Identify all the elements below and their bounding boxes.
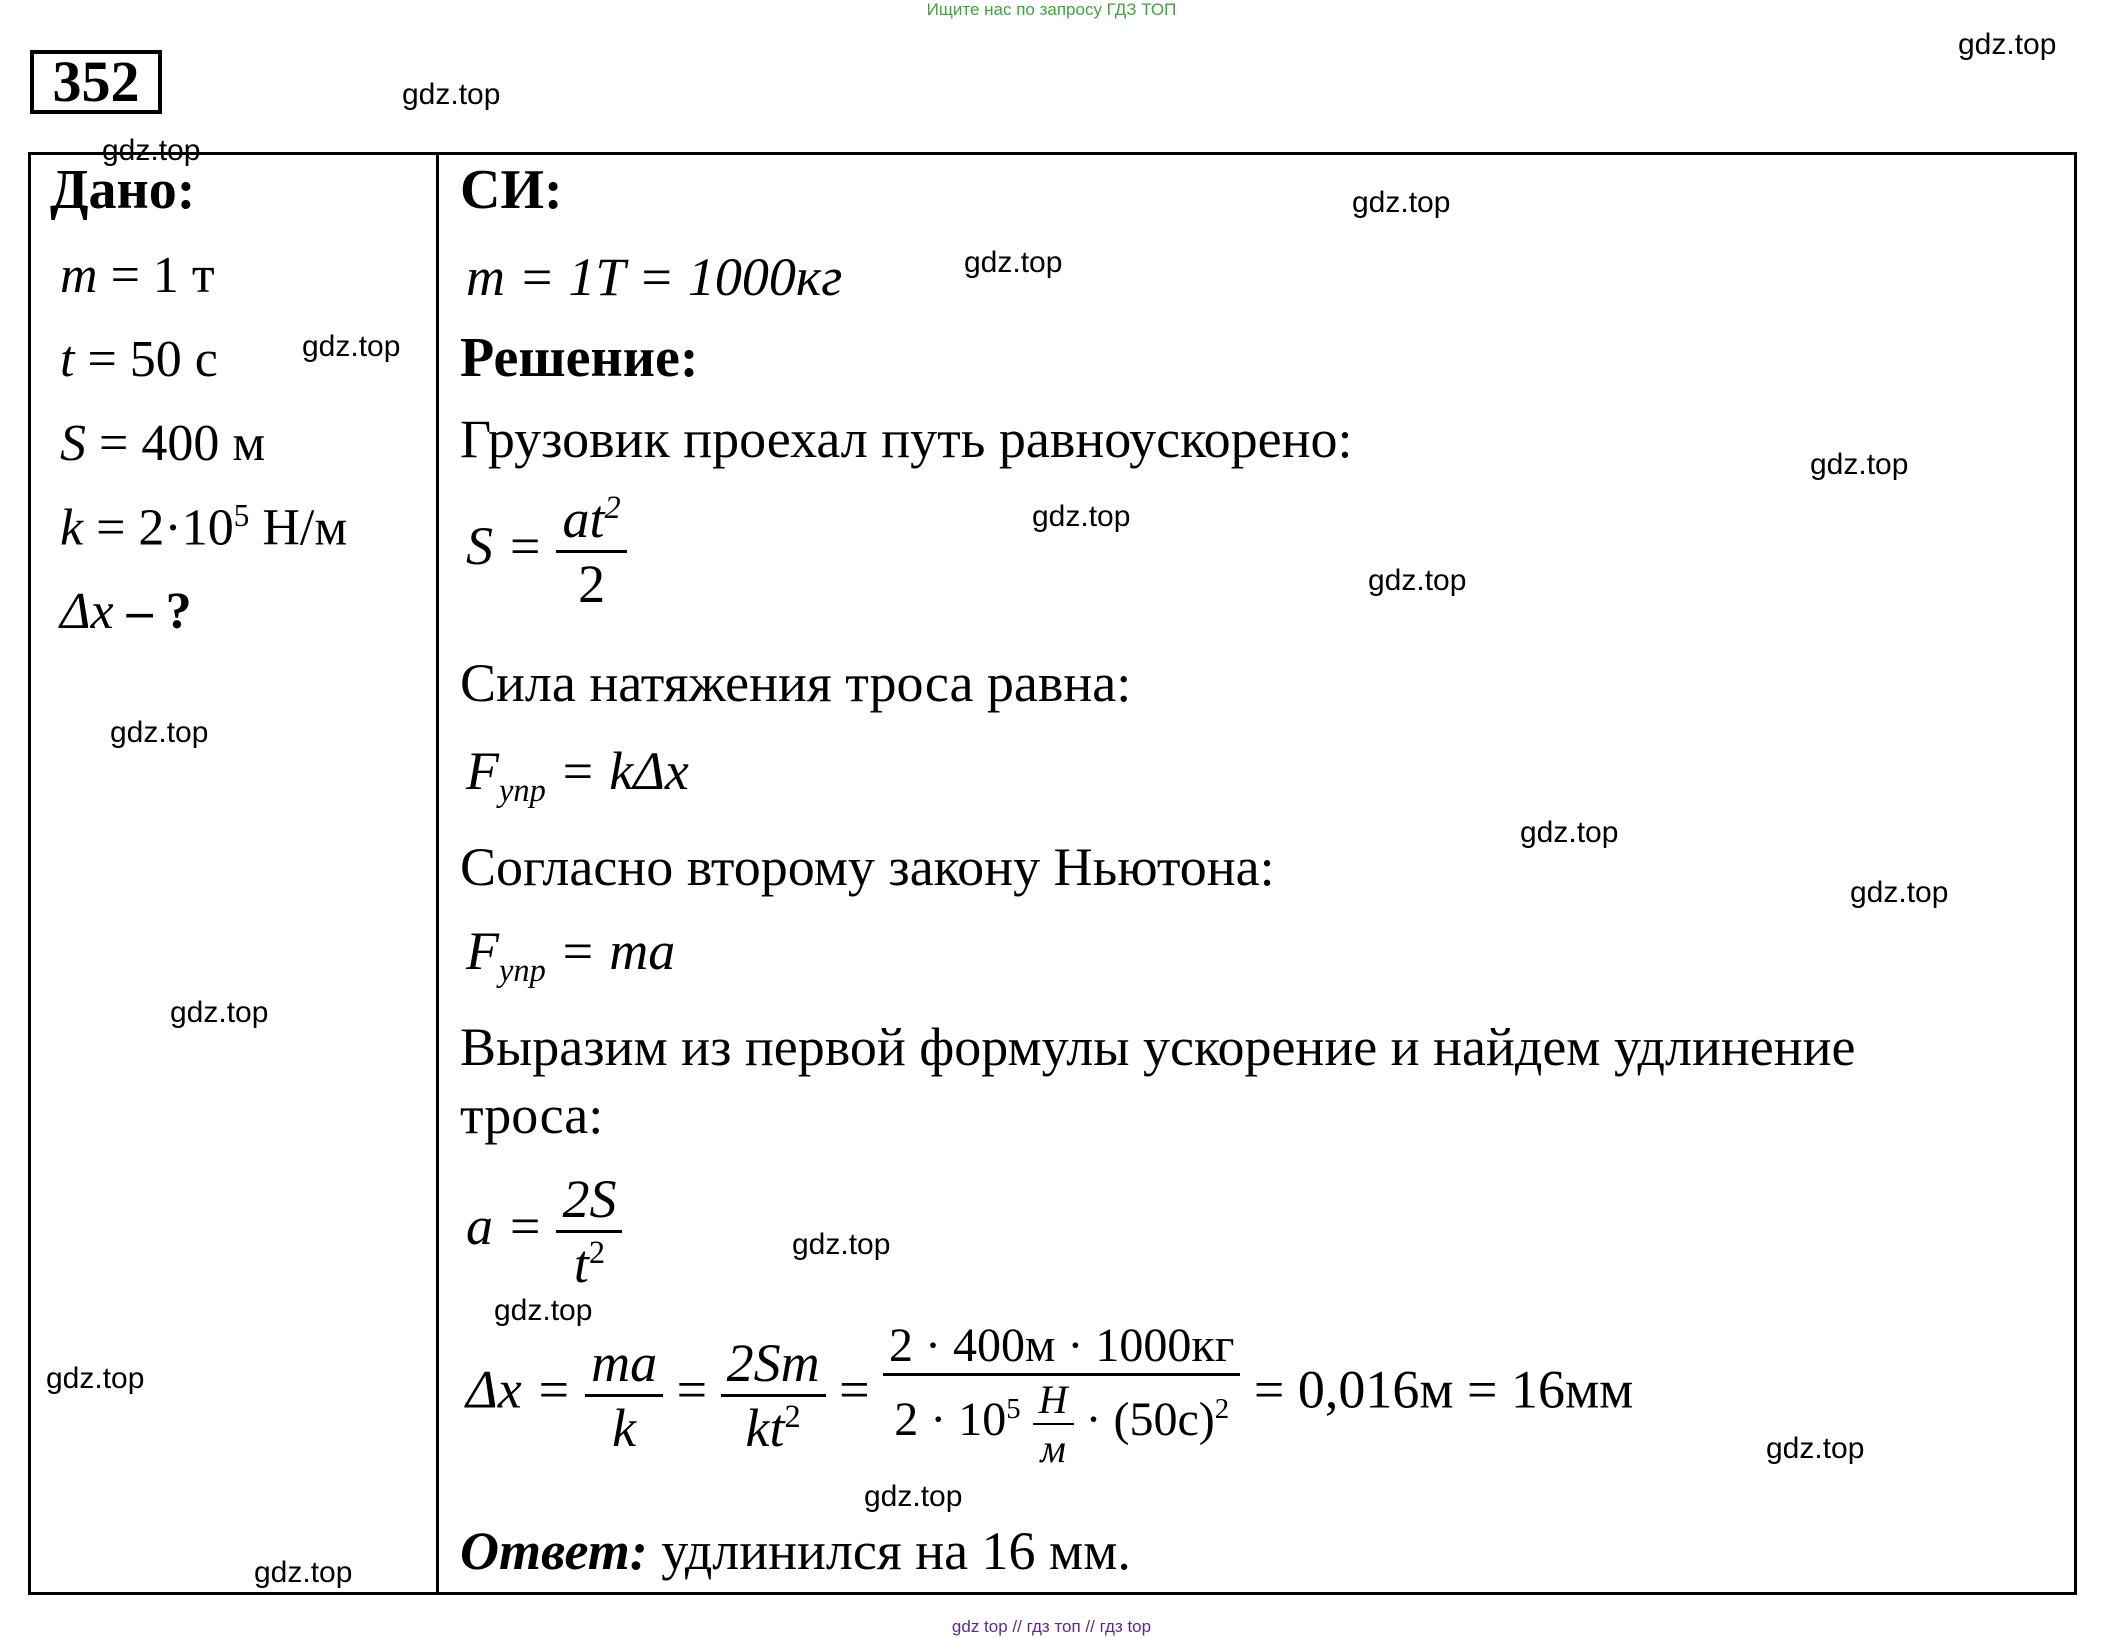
fraction-denominator <box>556 1233 622 1295</box>
si-line: m = 1T = 1000кг <box>466 247 843 307</box>
formula-fraction-3 <box>883 1318 1240 1472</box>
fraction-denominator: 2 <box>578 554 606 614</box>
formula-result: = 0,016м = 16мм <box>1253 1359 1634 1420</box>
fraction-numerator: 2Sm <box>721 1332 826 1397</box>
given-var: t <box>60 331 75 388</box>
formula-tension <box>466 740 689 810</box>
watermark: gdz.top <box>494 1294 593 1327</box>
watermark: gdz.top <box>1368 564 1467 597</box>
problem-number: 352 <box>30 50 162 114</box>
watermark: gdz.top <box>46 1362 145 1395</box>
watermark: gdz.top <box>402 78 501 111</box>
denominator-coefficient: 2 · 10 <box>894 1393 1007 1447</box>
column-divider <box>436 152 439 1595</box>
formula-subscript: упр <box>499 772 546 809</box>
formula-fraction <box>556 1168 622 1295</box>
solution-paragraph-2: Сила натяжения троса равна: <box>460 653 1132 713</box>
solution-paragraph-4-line-1: Выразим из первой формулы ускорение и найдем удлинение <box>460 1017 1856 1077</box>
given-var: m <box>60 247 98 304</box>
watermark: gdz.top <box>1520 816 1619 849</box>
watermark: gdz.top <box>1032 500 1131 533</box>
watermark: gdz.top <box>110 716 209 749</box>
formula-fraction-2 <box>721 1332 826 1459</box>
given-unit: Н/м <box>249 499 348 557</box>
numerator-exponent: 2 <box>604 490 621 526</box>
given-value: = 2·10 <box>96 499 234 557</box>
watermark: gdz.top <box>1766 1432 1865 1465</box>
denominator-exponent: 5 <box>1006 1393 1021 1426</box>
given-line-dx <box>60 582 192 641</box>
watermark: gdz.top <box>792 1228 891 1261</box>
formula-rhs: = ma <box>545 921 676 981</box>
formula-newton <box>466 920 675 990</box>
given-exponent: 5 <box>233 498 250 533</box>
watermark: gdz.top <box>964 246 1063 279</box>
unit-denominator: м <box>1040 1426 1066 1471</box>
given-var: S <box>60 415 86 472</box>
watermark: gdz.top <box>1352 186 1451 219</box>
watermark: gdz.top <box>102 134 201 167</box>
fraction-numerator: ma <box>585 1332 663 1397</box>
given-value: = 400 м <box>99 415 266 472</box>
unit-fraction <box>1033 1376 1074 1472</box>
formula-lhs: F <box>466 741 499 801</box>
formula-rhs: = kΔx <box>545 741 689 801</box>
given-value: – ? <box>126 583 192 640</box>
given-line-k <box>60 498 347 557</box>
fraction-numerator: 2S <box>556 1168 622 1233</box>
answer-text: удлинился на 16 мм. <box>647 1521 1131 1581</box>
given-var: Δx <box>60 583 114 640</box>
fraction-numerator <box>556 488 626 553</box>
solution-paragraph-1: Грузовик проехал путь равноускорено: <box>460 409 1353 469</box>
denominator-text: t <box>573 1234 589 1294</box>
given-value: = 50 с <box>87 331 218 388</box>
numerator-text: at <box>562 489 605 549</box>
formula-acceleration <box>466 1168 622 1295</box>
watermark: gdz.top <box>254 1556 353 1589</box>
solution-title: Решение: <box>460 327 699 389</box>
search-note: Ищите нас по запросу ГДЗ ТОП <box>926 0 1177 19</box>
fraction-denominator <box>883 1376 1240 1472</box>
formula-path <box>466 488 627 615</box>
given-line-s <box>60 414 265 473</box>
fraction-denominator: k <box>612 1397 637 1458</box>
denominator-exponent: 2 <box>588 1235 606 1271</box>
formula-fraction-1 <box>585 1332 663 1459</box>
formula-elongation <box>466 1318 1633 1472</box>
answer <box>460 1520 1131 1582</box>
time-exponent: 2 <box>1214 1393 1230 1426</box>
solution-paragraph-3: Согласно второму закону Ньютона: <box>460 837 1275 897</box>
fraction-numerator: 2 · 400м · 1000кг <box>883 1318 1240 1376</box>
watermark: gdz.top <box>864 1480 963 1513</box>
given-value: = 1 т <box>110 247 215 304</box>
formula-subscript: упр <box>499 952 546 989</box>
equals-sign: = <box>839 1359 870 1420</box>
watermark: gdz.top <box>1958 28 2057 61</box>
si-title: СИ: <box>460 159 563 221</box>
watermark: gdz.top <box>302 330 401 363</box>
denominator-text: kt <box>745 1397 785 1458</box>
given-var: k <box>60 499 84 557</box>
solution-paragraph-4-line-2: троса: <box>460 1085 604 1145</box>
watermark: gdz.top <box>170 996 269 1029</box>
given-line-m <box>60 246 215 305</box>
formula-lhs: a = <box>466 1195 543 1256</box>
formula-lhs: F <box>466 921 499 981</box>
footer-links[interactable]: gdz top // гдз топ // гдз top <box>951 1617 1152 1636</box>
fraction-denominator <box>721 1397 826 1459</box>
denominator-time: · (50с) <box>1073 1393 1215 1447</box>
formula-lhs: Δx = <box>466 1359 572 1420</box>
denominator-exponent: 2 <box>784 1398 801 1435</box>
given-line-t <box>60 330 218 389</box>
watermark: gdz.top <box>1810 448 1909 481</box>
given-title: Дано: <box>50 159 196 221</box>
watermark: gdz.top <box>1850 876 1949 909</box>
formula-lhs: S = <box>466 515 543 576</box>
unit-numerator: Н <box>1033 1376 1074 1425</box>
formula-fraction <box>556 488 626 615</box>
equals-sign: = <box>676 1359 708 1420</box>
answer-label: Ответ: <box>460 1521 648 1581</box>
